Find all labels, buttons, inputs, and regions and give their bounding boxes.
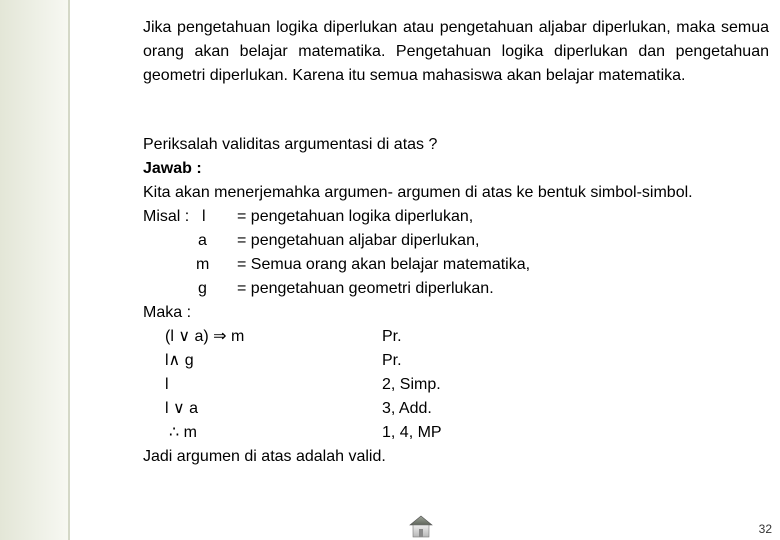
proof-reason: 2, Simp.	[382, 376, 441, 393]
definition-meaning: = Semua orang akan belajar matematika,	[237, 256, 531, 273]
definition-symbol: a	[198, 232, 207, 249]
conclusion-text: Jadi argumen di atas adalah valid.	[143, 448, 386, 465]
page-number: 32	[758, 522, 772, 536]
definition-symbol: g	[198, 280, 207, 297]
home-icon[interactable]	[409, 514, 433, 538]
definition-meaning: = pengetahuan logika diperlukan,	[237, 208, 474, 225]
intro-text: Kita akan menerjemahka argumen- argumen di atas ke bentuk simbol-simbol.	[143, 184, 693, 201]
proof-reason: Pr.	[382, 328, 402, 345]
proof-expression: ∴ m	[169, 424, 197, 441]
proof-step	[143, 421, 763, 445]
problem-statement: Jika pengetahuan logika diperlukan atau pengetahuan aljabar diperlukan, maka semua orang akan belajar matematika. Pengetahuan logika diperlukan dan pengetahuan geometri diperlukan. Karena itu semua mahasiswa akan belajar matematika.	[143, 19, 769, 84]
proof-expression: (l ∨ a) ⇒ m	[165, 328, 245, 345]
proof-step	[143, 397, 763, 421]
definition-row	[143, 205, 763, 229]
definition-row	[143, 253, 763, 277]
answer-label: Jawab :	[143, 160, 202, 177]
definition-meaning: = pengetahuan geometri diperlukan.	[237, 280, 494, 297]
proof-expression: l∧ g	[165, 352, 194, 369]
misal-label: Misal :	[143, 208, 190, 225]
proof-expression: l	[165, 376, 169, 393]
proof-expression: l ∨ a	[165, 400, 199, 417]
definition-row	[143, 277, 763, 301]
proof-reason: 1, 4, MP	[382, 424, 442, 441]
definition-row	[143, 229, 763, 253]
proof-reason: 3, Add.	[382, 400, 432, 417]
proof-reason: Pr.	[382, 352, 402, 369]
proof-step	[143, 349, 763, 373]
definition-meaning: = pengetahuan aljabar diperlukan,	[237, 232, 480, 249]
proof-step	[143, 325, 763, 349]
proof-step	[143, 373, 763, 397]
maka-label: Maka :	[143, 304, 192, 321]
definition-symbol: m	[196, 256, 210, 273]
definition-symbol: l	[202, 208, 206, 225]
question-text: Periksalah validitas argumentasi di atas ?	[143, 136, 438, 153]
